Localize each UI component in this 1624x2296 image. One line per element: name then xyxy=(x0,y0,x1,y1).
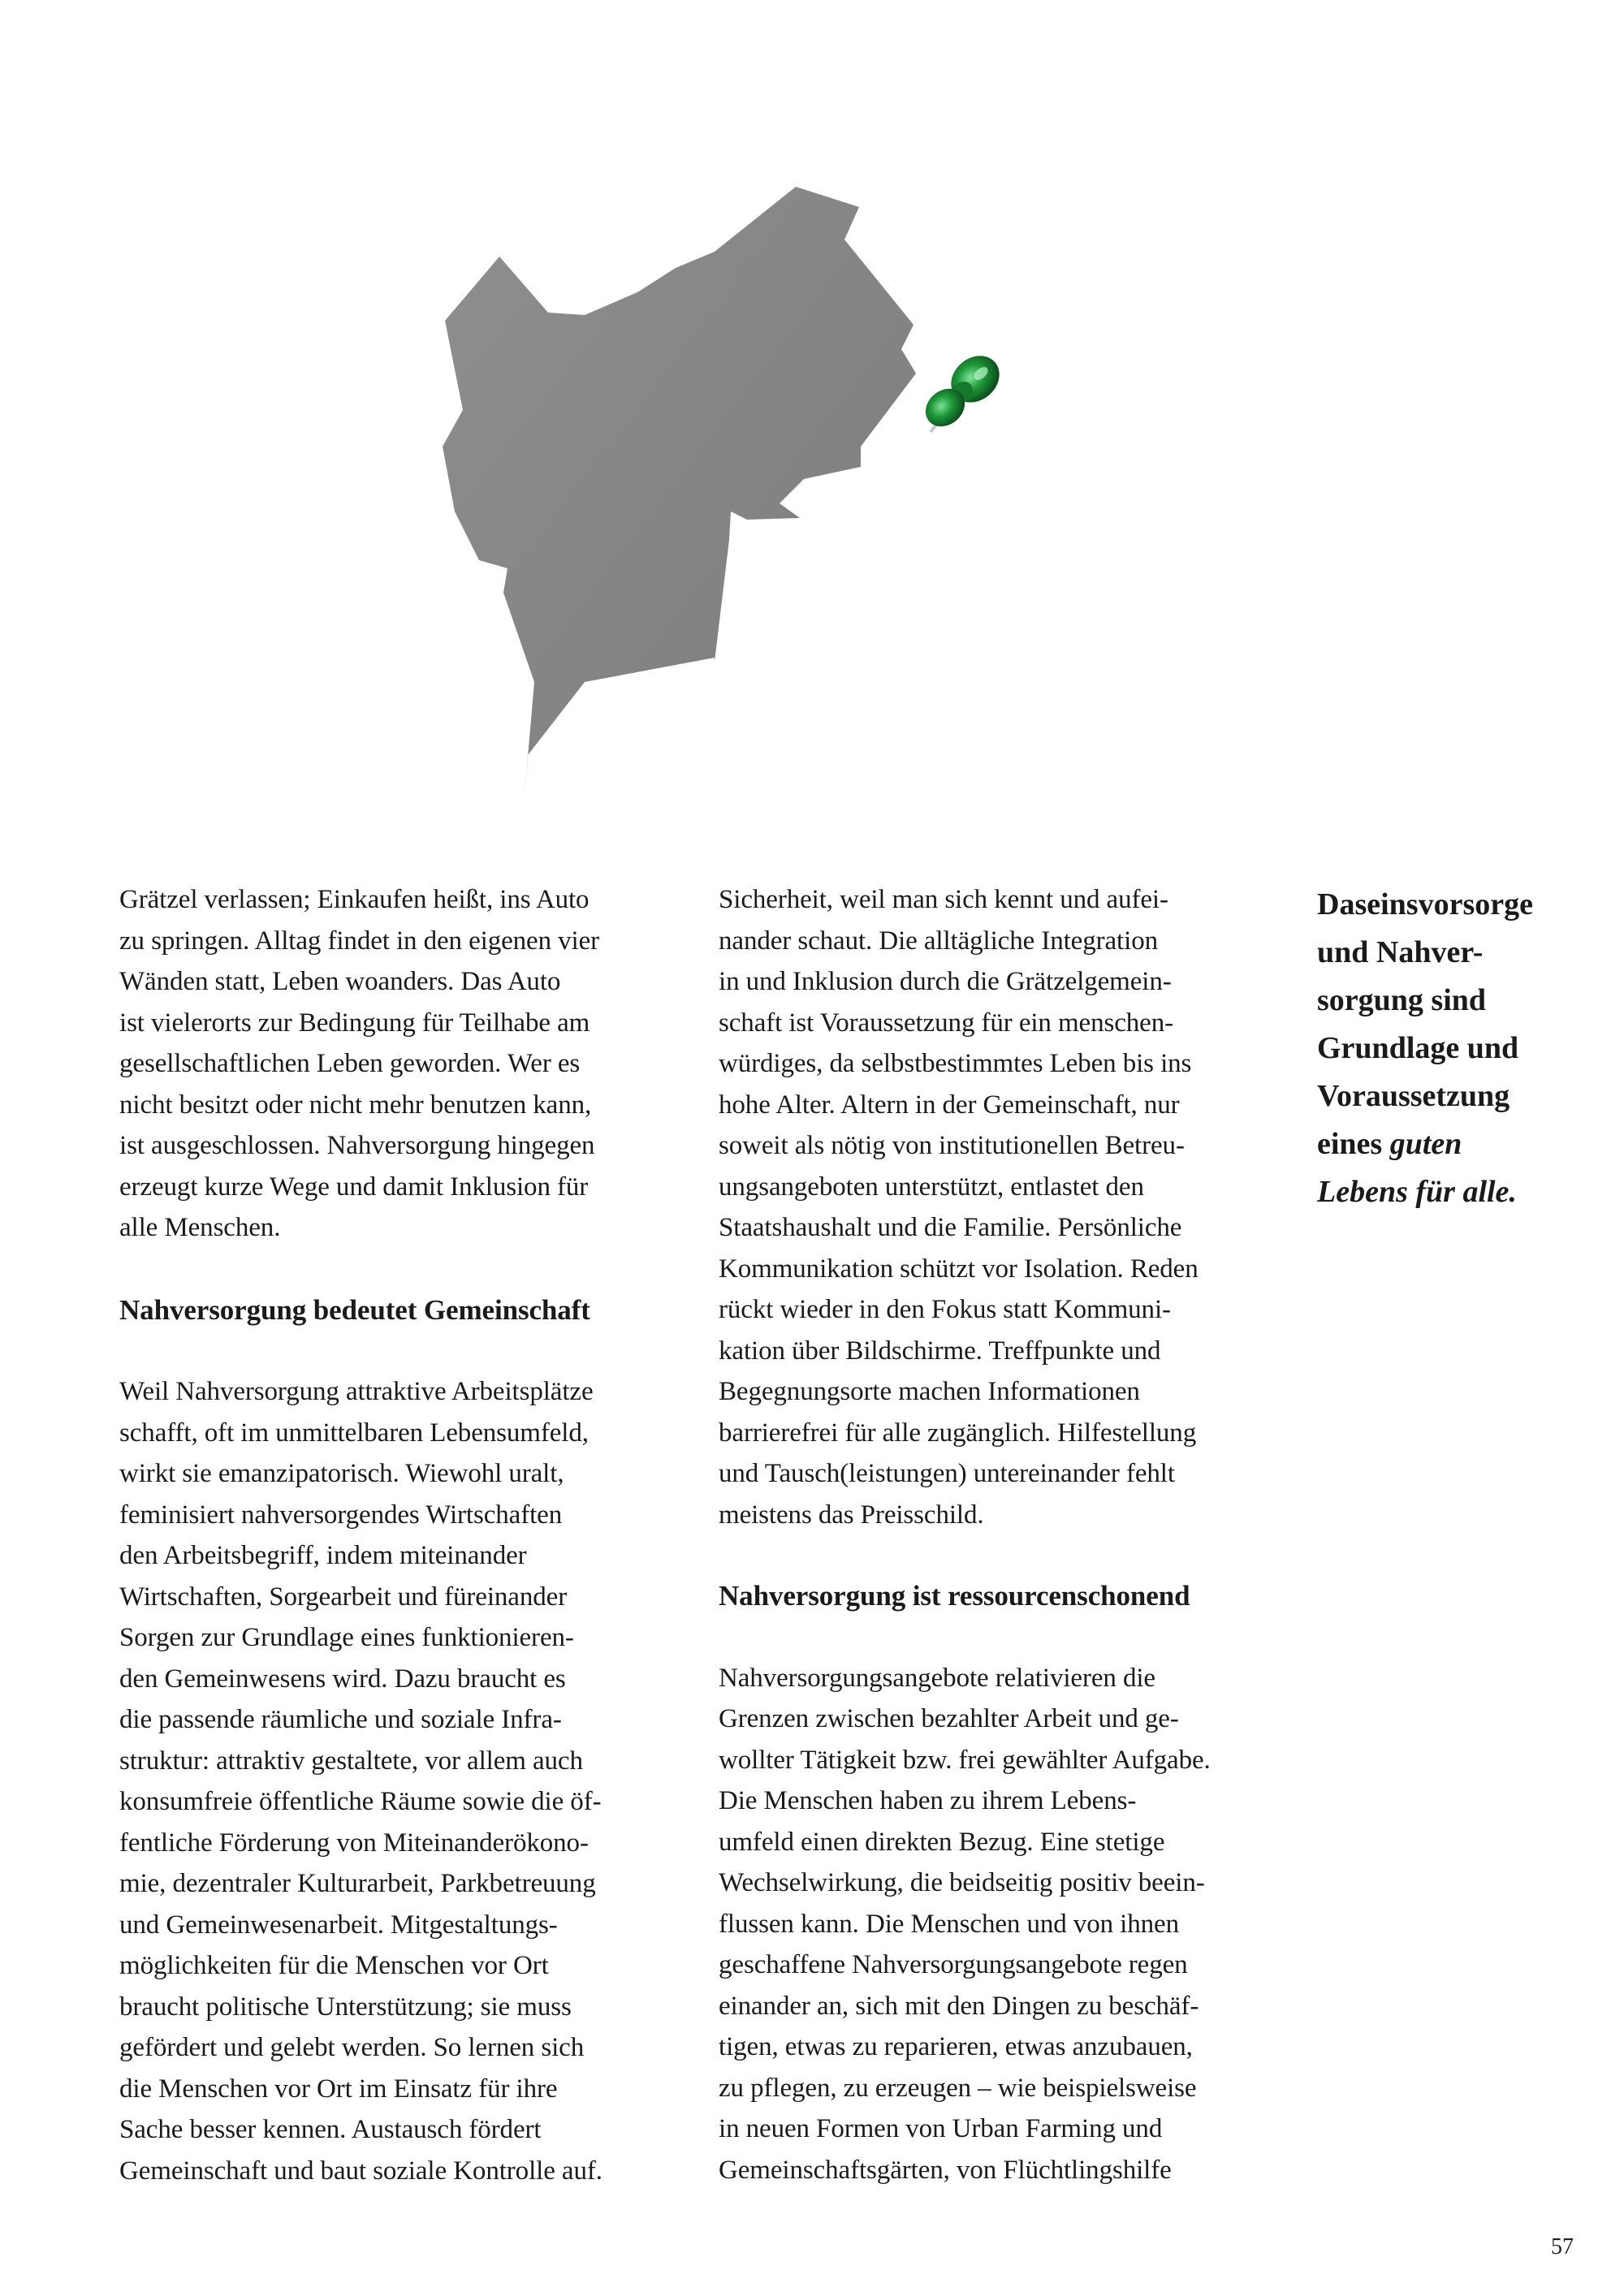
green-pushpin-icon xyxy=(918,347,1009,434)
text-line: alle Menschen. xyxy=(119,1213,281,1242)
pull-quote-text: eines xyxy=(1317,1127,1390,1161)
text-line: gefördert und gelebt werden. So lernen sich xyxy=(119,2033,585,2062)
text-line: gesellschaftlichen Leben geworden. Wer es xyxy=(119,1049,581,1078)
text-line: Wirtschaften, Sorgearbeit und füreinander xyxy=(119,1582,568,1612)
text-line: ist vielerorts zur Bedingung für Teilhabe am xyxy=(119,1008,590,1038)
text-line: Gemeinschaft und baut soziale Kontrolle auf. xyxy=(119,2156,603,2186)
text-line: möglichkeiten für die Menschen vor Ort xyxy=(119,1951,549,1980)
text-line: in und Inklusion durch die Grätzelgemein- xyxy=(719,967,1172,996)
text-line: struktur: attraktiv gestaltete, vor allem auch xyxy=(119,1746,583,1776)
middle-text-column xyxy=(719,879,1287,2190)
pull-quote-emphasis: guten xyxy=(1389,1127,1462,1161)
text-line: Wechselwirkung, die beidseitig positiv beein- xyxy=(719,1868,1205,1897)
pull-quote-line xyxy=(1317,1168,1585,1216)
text-line: wollter Tätigkeit bzw. frei gewählter Aufgabe. xyxy=(719,1745,1211,1775)
section-heading-gemeinschaft: Nahversorgung bedeutet Gemeinschaft xyxy=(119,1293,590,1326)
left-paragraph-1 xyxy=(119,879,688,1249)
text-line: barrierefrei für alle zugänglich. Hilfestellung xyxy=(719,1418,1197,1448)
text-line: Gemeinschaftsgärten, von Flüchtlingshilfe xyxy=(719,2155,1172,2185)
text-line: zu pflegen, zu erzeugen – wie beispielsweise xyxy=(719,2073,1197,2103)
text-line: mie, dezentraler Kulturarbeit, Parkbetreuung xyxy=(119,1869,596,1898)
text-line: Kommunikation schützt vor Isolation. Reden xyxy=(719,1254,1199,1284)
text-line: nander schaut. Die alltägliche Integration xyxy=(719,926,1158,956)
text-line: zu springen. Alltag findet in den eigenen vier xyxy=(119,926,600,956)
text-line: die passende räumliche und soziale Infra- xyxy=(119,1705,562,1734)
pull-quote-line: Daseinsvorsorge xyxy=(1317,887,1533,921)
text-line: rückt wieder in den Fokus statt Kommuni- xyxy=(719,1295,1171,1324)
text-line: konsumfreie öffentliche Räume sowie die öf- xyxy=(119,1787,602,1816)
left-paragraph-2 xyxy=(119,1371,688,2191)
pull-quote-line: Voraussetzung xyxy=(1317,1079,1510,1113)
text-line: Sache besser kennen. Austausch fördert xyxy=(119,2115,542,2144)
pull-quote-line xyxy=(1317,1120,1585,1168)
text-line: flussen kann. Die Menschen und von ihnen xyxy=(719,1909,1179,1939)
text-line: Staatshaushalt und die Familie. Persönliche xyxy=(719,1213,1182,1242)
text-line: und Tausch(leistungen) untereinander fehlt xyxy=(719,1459,1175,1488)
text-line: ist ausgeschlossen. Nahversorgung hingegen xyxy=(119,1131,595,1160)
text-line: den Gemeinwesens wird. Dazu braucht es xyxy=(119,1664,566,1694)
text-line: geschaffene Nahversorgungsangebote regen xyxy=(719,1950,1188,1979)
text-line: Nahversorgungsangebote relativieren die xyxy=(719,1663,1155,1693)
text-line: den Arbeitsbegriff, indem miteinander xyxy=(119,1541,527,1570)
text-line: Weil Nahversorgung attraktive Arbeitsplätze xyxy=(119,1377,594,1406)
text-line: Die Menschen haben zu ihrem Lebens- xyxy=(719,1786,1137,1815)
text-line: kation über Bildschirme. Treffpunkte und xyxy=(719,1336,1161,1366)
text-line: in neuen Formen von Urban Farming und xyxy=(719,2114,1163,2143)
text-line: Sicherheit, weil man sich kennt und aufei- xyxy=(719,885,1168,914)
text-line: Sorgen zur Grundlage eines funktionieren- xyxy=(119,1623,574,1652)
text-line: meistens das Preisschild. xyxy=(719,1500,984,1530)
text-line: Begegnungsorte machen Informationen xyxy=(719,1377,1140,1406)
text-line: wirkt sie emanzipatorisch. Wiewohl uralt, xyxy=(119,1459,564,1488)
text-line: die Menschen vor Ort im Einsatz für ihre xyxy=(119,2074,558,2104)
pull-quote-line: sorgung sind xyxy=(1317,983,1487,1017)
pull-quote-line: Grundlage und xyxy=(1317,1031,1519,1065)
pull-quote-line: und Nahver- xyxy=(1317,935,1484,969)
text-line: fentliche Förderung von Miteinanderökono- xyxy=(119,1828,589,1858)
text-line: Wänden statt, Leben woanders. Das Auto xyxy=(119,967,561,996)
text-line: umfeld einen direkten Bezug. Eine stetige xyxy=(719,1827,1165,1857)
text-line: braucht politische Unterstützung; sie muss xyxy=(119,1992,572,2022)
speech-bubble-shape xyxy=(438,187,1104,820)
text-line: hohe Alter. Altern in der Gemeinschaft, nur xyxy=(719,1090,1180,1120)
section-heading-ressourcenschonend: Nahversorgung ist ressourcenschonend xyxy=(719,1580,1190,1612)
speech-bubble-illustration xyxy=(438,187,1104,820)
middle-paragraph-1 xyxy=(719,879,1287,1535)
text-line: und Gemeinwesenarbeit. Mitgestaltungs- xyxy=(119,1910,558,1940)
text-line: feminisiert nahversorgendes Wirtschaften xyxy=(119,1500,563,1530)
text-line: erzeugt kurze Wege und damit Inklusion für xyxy=(119,1172,589,1202)
text-line: einander an, sich mit den Dingen zu beschäf- xyxy=(719,1991,1199,2021)
text-line: Grätzel verlassen; Einkaufen heißt, ins Auto xyxy=(119,885,590,914)
page-number: 57 xyxy=(1551,2234,1574,2259)
text-line: schaft ist Voraussetzung für ein menschen- xyxy=(719,1008,1174,1038)
gray-bubble xyxy=(443,187,916,804)
text-line: soweit als nötig von institutionellen Betreu- xyxy=(719,1131,1185,1160)
left-text-column xyxy=(119,879,688,2191)
text-line: Grenzen zwischen bezahlter Arbeit und ge- xyxy=(719,1704,1179,1733)
text-line: würdiges, da selbstbestimmtes Leben bis ins xyxy=(719,1049,1192,1078)
text-line: schafft, oft im unmittelbaren Lebensumfeld, xyxy=(119,1418,589,1448)
text-line: tigen, etwas zu reparieren, etwas anzubauen, xyxy=(719,2032,1193,2061)
pull-quote xyxy=(1317,881,1585,1216)
pull-quote-emphasis: Lebens für alle. xyxy=(1317,1175,1517,1209)
text-line: nicht besitzt oder nicht mehr benutzen kann, xyxy=(119,1090,592,1120)
middle-paragraph-2 xyxy=(719,1658,1287,2191)
text-line: ungsangeboten unterstützt, entlastet den xyxy=(719,1172,1144,1202)
